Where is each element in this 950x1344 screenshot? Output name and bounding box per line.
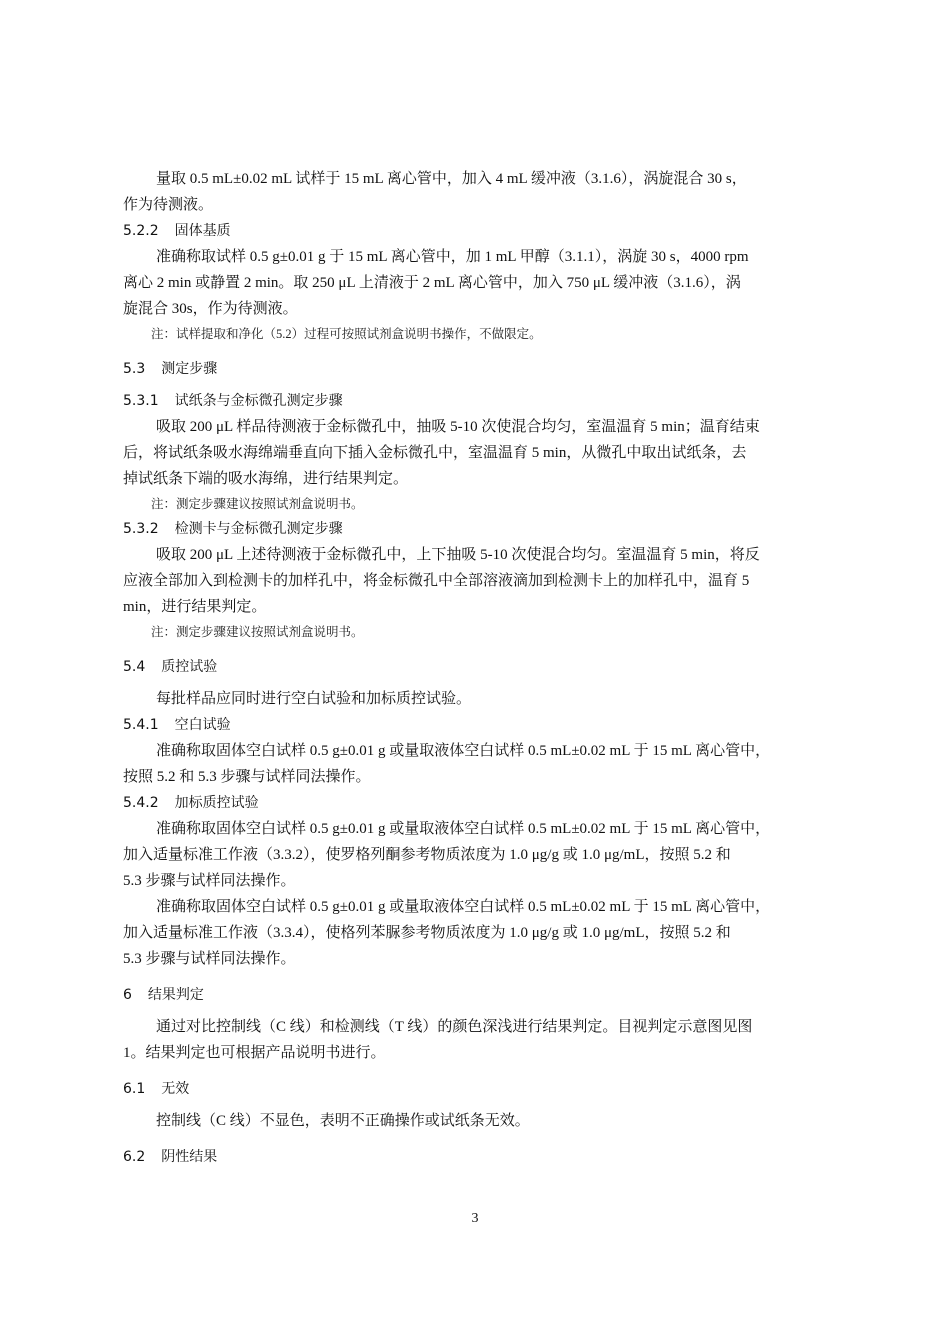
heading-title: 质控试验	[161, 659, 218, 675]
heading-title: 加标质控试验	[174, 795, 259, 811]
paragraph: 通过对比控制线（C 线）和检测线（T 线）的颜色深浅进行结果判定。目视判定示意图见图 1。结果判定也可根据产品说明书进行。	[123, 1019, 753, 1061]
heading-number: 5.2.2	[123, 223, 159, 239]
heading-number: 5.3.2	[123, 521, 159, 537]
paragraph: 吸取 200 μL 上述待测液于金标微孔中，上下抽吸 5-10 次使混合均匀。室温温育 5 min，将反 应液全部加入到检测卡的加样孔中，将金标微孔中全部溶液滴加到检测卡上的加样孔中，温育 5 min，进行结果判定。	[123, 547, 760, 615]
heading-number: 5.4.2	[123, 795, 159, 811]
note: 注：测定步骤建议按照试剂盒说明书。	[151, 625, 364, 639]
heading-number: 6.2	[123, 1149, 146, 1165]
heading-title: 空白试验	[174, 717, 231, 733]
heading-number: 5.4	[123, 659, 146, 675]
subsection-heading	[123, 388, 835, 414]
heading-title: 阴性结果	[161, 1149, 218, 1165]
subsection-heading	[123, 218, 835, 244]
note: 注：测定步骤建议按照试剂盒说明书。	[151, 497, 364, 511]
note: 注：试样提取和净化（5.2）过程可按照试剂盒说明书操作，不做限定。	[151, 327, 542, 341]
heading-number: 5.3.1	[123, 393, 159, 409]
paragraph: 准确称取试样 0.5 g±0.01 g 于 15 mL 离心管中，加 1 mL 甲醇（3.1.1），涡旋 30 s，4000 rpm 离心 2 min 或静置 2 min。取 250 μL 上清液于 2 mL 离心管中，加入 750 μL 缓冲液（3.1.6），涡 旋混合 30s，作为待测液。	[123, 249, 749, 317]
heading-number: 6.1	[123, 1081, 146, 1097]
subsection-heading	[123, 516, 835, 542]
section-heading	[123, 1076, 835, 1102]
document-body	[123, 166, 835, 1176]
heading-title: 无效	[161, 1081, 190, 1097]
heading-title: 固体基质	[174, 223, 231, 239]
paragraph: 吸取 200 μL 样品待测液于金标微孔中，抽吸 5-10 次使混合均匀，室温温育 5 min；温育结束 后，将试纸条吸水海绵端垂直向下插入金标微孔中，室温温育 5 min，从微孔中取出试纸条，去 掉试纸条下端的吸水海绵，进行结果判定。	[123, 419, 760, 487]
paragraph: 量取 0.5 mL±0.02 mL 试样于 15 mL 离心管中，加入 4 mL 缓冲液（3.1.6），涡旋混合 30 s， 作为待测液。	[123, 171, 747, 213]
heading-title: 检测卡与金标微孔测定步骤	[174, 521, 343, 537]
heading-number: 5.4.1	[123, 717, 159, 733]
section-heading	[123, 654, 835, 680]
section-heading	[123, 1144, 835, 1170]
paragraph: 准确称取固体空白试样 0.5 g±0.01 g 或量取液体空白试样 0.5 mL±0.02 mL 于 15 mL 离心管中， 加入适量标准工作液（3.3.4），使格列苯脲参考物质浓度为 1.0 μg/g 或 1.0 μg/mL，按照 5.2 和 5.3 步骤与试样同法操作。	[123, 899, 771, 967]
subsection-heading	[123, 712, 835, 738]
page-number: 3	[471, 1211, 479, 1226]
heading-number: 5.3	[123, 361, 146, 377]
subsection-heading	[123, 790, 835, 816]
paragraph: 每批样品应同时进行空白试验和加标质控试验。	[156, 691, 472, 707]
heading-title: 结果判定	[147, 987, 204, 1003]
heading-title: 试纸条与金标微孔测定步骤	[174, 393, 343, 409]
heading-number: 6	[123, 987, 132, 1003]
heading-title: 测定步骤	[161, 361, 218, 377]
section-heading	[123, 356, 835, 382]
paragraph: 准确称取固体空白试样 0.5 g±0.01 g 或量取液体空白试样 0.5 mL±0.02 mL 于 15 mL 离心管中， 按照 5.2 和 5.3 步骤与试样同法操作。	[123, 743, 771, 785]
paragraph: 控制线（C 线）不显色，表明不正确操作或试纸条无效。	[156, 1113, 530, 1129]
paragraph: 准确称取固体空白试样 0.5 g±0.01 g 或量取液体空白试样 0.5 mL±0.02 mL 于 15 mL 离心管中， 加入适量标准工作液（3.3.2），使罗格列酮参考物质浓度为 1.0 μg/g 或 1.0 μg/mL，按照 5.2 和 5.3 步骤与试样同法操作。	[123, 821, 771, 889]
section-heading	[123, 982, 835, 1008]
